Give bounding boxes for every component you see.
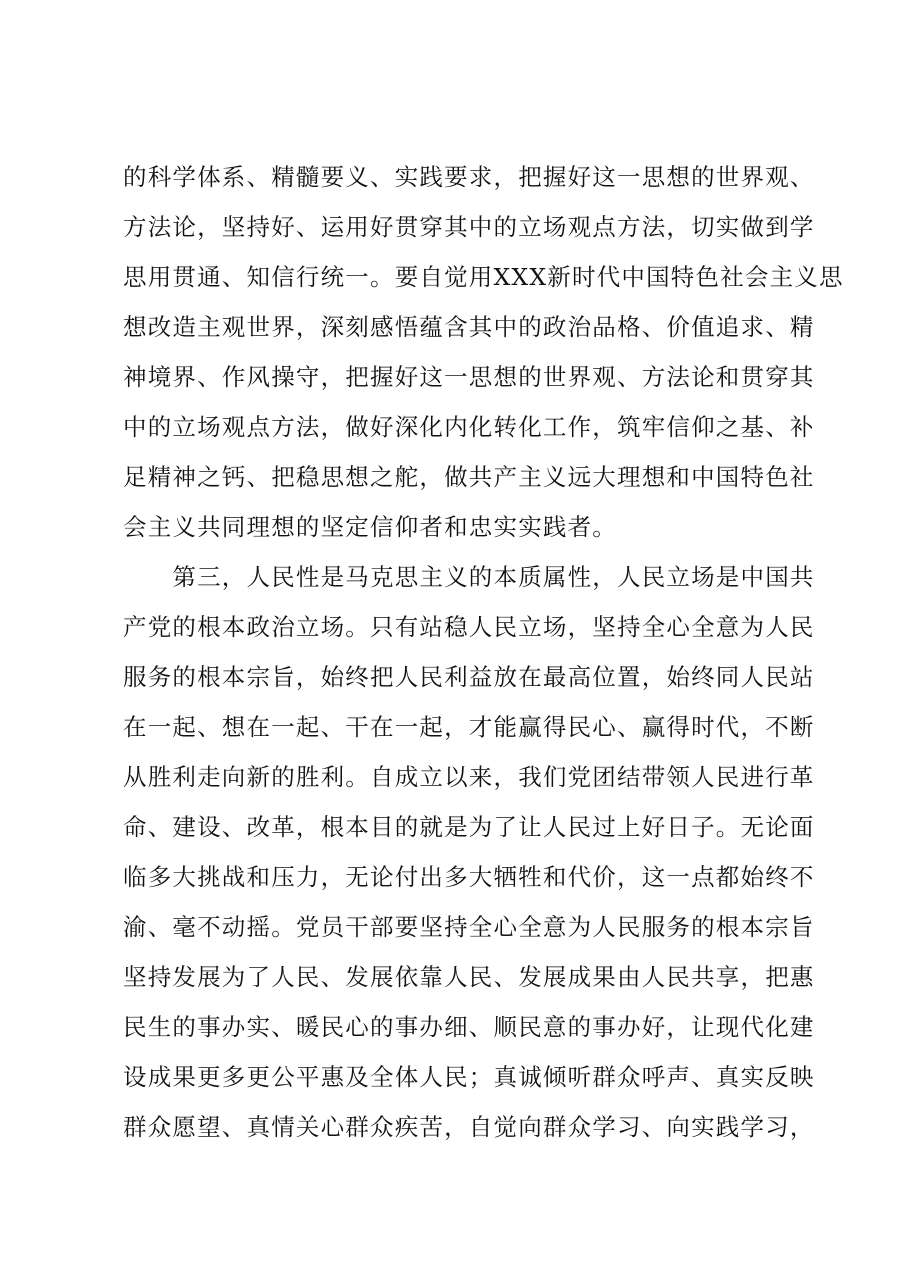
text-line: 产党的根本政治立场。只有站稳人民立场，坚持全心全意为人民 [123,613,815,641]
text-line: 服务的根本宗旨，始终把人民利益放在最高位置，始终同人民站 [123,663,815,691]
text-line: 渝、毫不动摇。党员干部要坚持全心全意为人民服务的根本宗旨 [123,913,815,941]
paragraph-start-line: 第三，人民性是马克思主义的本质属性，人民立场是中国共 [123,563,815,591]
text-line: 的科学体系、精髓要义、实践要求，把握好这一思想的世界观、 [123,163,815,191]
text-line: 思用贯通、知信行统一。要自觉用XXX新时代中国特色社会主义思 [123,263,844,291]
text-line: 会主义共同理想的坚定信仰者和忠实实践者。 [123,513,617,541]
text-line: 神境界、作风操守，把握好这一思想的世界观、方法论和贯穿其 [123,363,815,391]
body-text [123,152,844,1152]
text-line: 在一起、想在一起、干在一起，才能赢得民心、赢得时代，不断 [123,713,815,741]
text-line: 设成果更多更公平惠及全体人民；真诚倾听群众呼声、真实反映 [123,1063,815,1091]
text-line: 临多大挑战和压力，无论付出多大牺牲和代价，这一点都始终不 [123,863,815,891]
text-line: 民生的事办实、暖民心的事办细、顺民意的事办好，让现代化建 [123,1013,815,1041]
text-line: 中的立场观点方法，做好深化内化转化工作，筑牢信仰之基、补 [123,413,815,441]
text-line: 足精神之钙、把稳思想之舵，做共产主义远大理想和中国特色社 [123,463,815,491]
text-line: 命、建设、改革，根本目的就是为了让人民过上好日子。无论面 [123,813,815,841]
text-line: 从胜利走向新的胜利。自成立以来，我们党团结带领人民进行革 [123,763,815,791]
text-line: 坚持发展为了人民、发展依靠人民、发展成果由人民共享，把惠 [123,963,815,991]
text-line: 方法论，坚持好、运用好贯穿其中的立场观点方法，切实做到学 [123,213,815,241]
text-line: 想改造主观世界，深刻感悟蕴含其中的政治品格、价值追求、精 [123,313,815,341]
text-line: 群众愿望、真情关心群众疾苦，自觉向群众学习、向实践学习， [123,1113,815,1141]
